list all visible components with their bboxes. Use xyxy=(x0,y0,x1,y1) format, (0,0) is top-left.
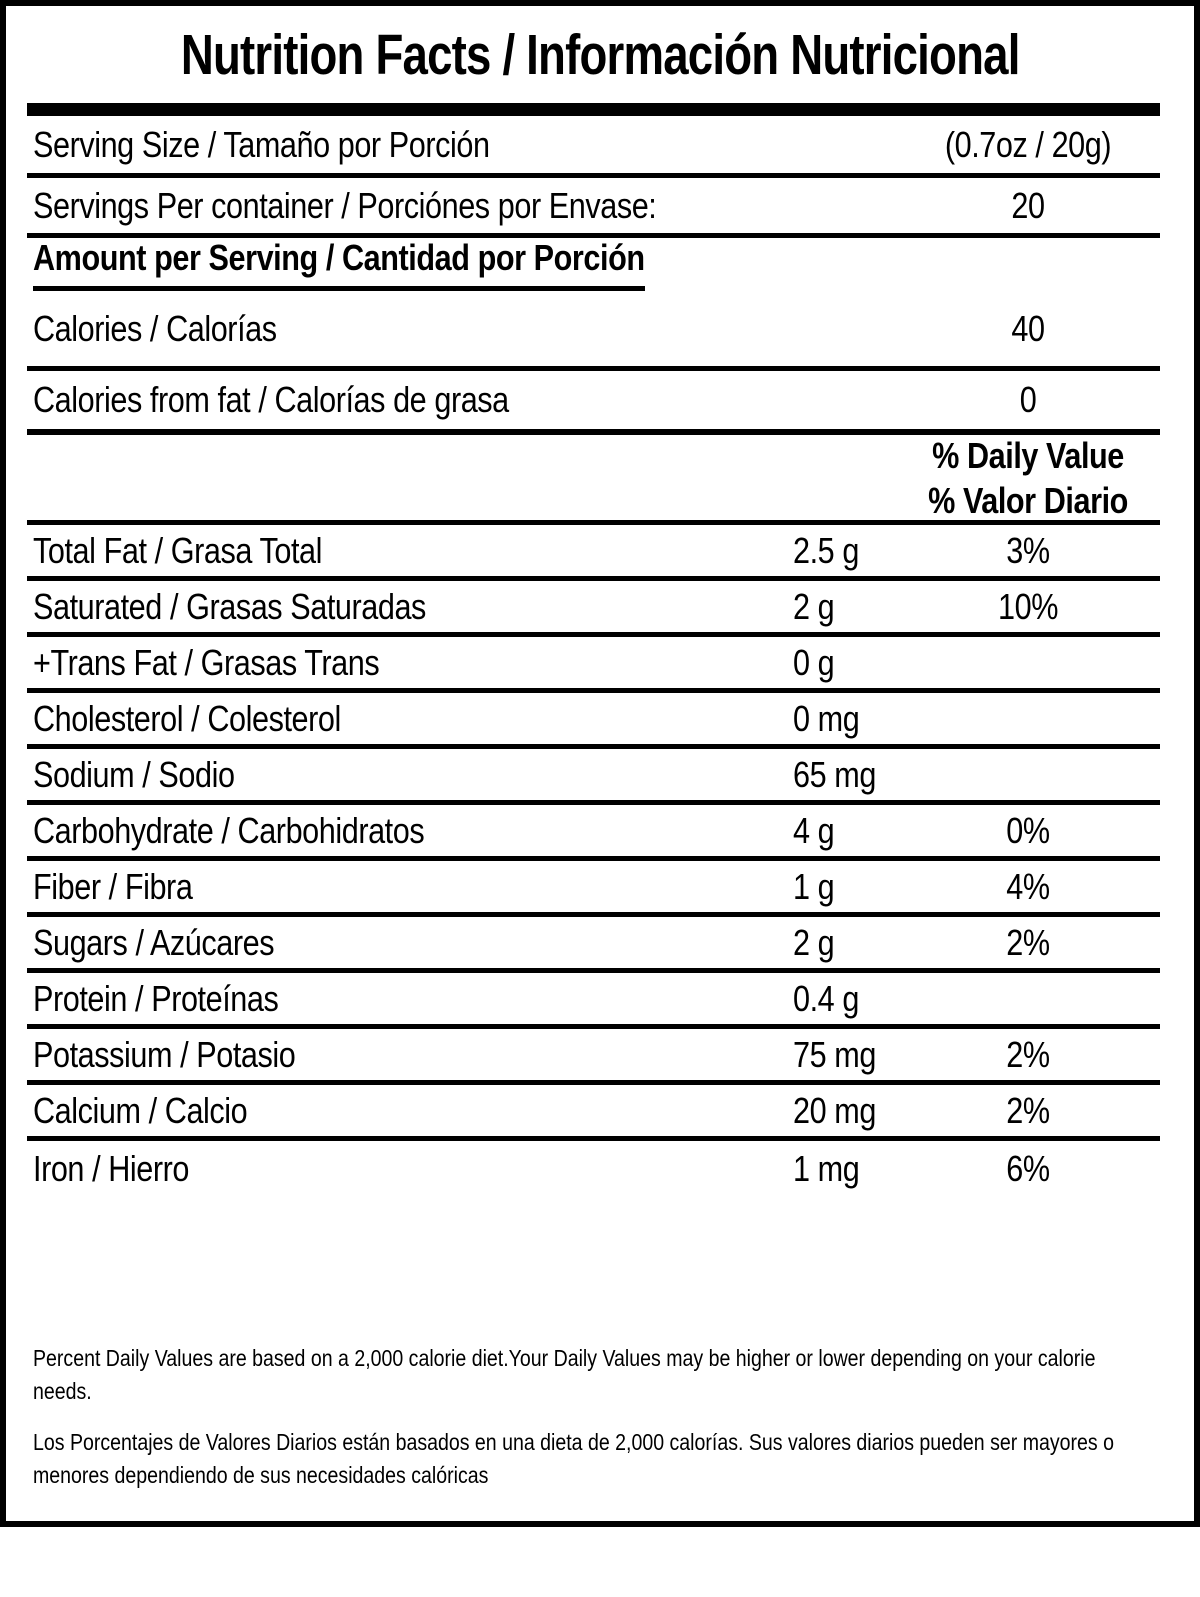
nutrient-label: +Trans Fat / Grasas Trans xyxy=(33,641,380,683)
nutrient-label: Sodium / Sodio xyxy=(33,753,235,795)
nutrient-amount: 65 mg xyxy=(793,753,876,795)
serving-size-row xyxy=(27,116,1160,178)
calories-from-fat-row xyxy=(27,371,1160,435)
daily-value-header-es: % Valor Diario xyxy=(928,479,1128,521)
nutrient-row-cholesterol xyxy=(27,693,1160,749)
footnote-english: Percent Daily Values are based on a 2,000 calorie diet.Your Daily Values may be higher or lower depending on your calorie needs. xyxy=(33,1345,1096,1404)
label-header xyxy=(6,6,1194,103)
nutrient-amount: 2 g xyxy=(793,921,835,963)
nutrient-daily-value: 10% xyxy=(998,585,1058,627)
nutrient-label: Saturated / Grasas Saturadas xyxy=(33,585,426,627)
amount-per-serving-header: Amount per Serving / Cantidad por Porción xyxy=(33,237,645,291)
nutrient-label: Carbohydrate / Carbohidratos xyxy=(33,809,425,851)
nutrient-row-protein xyxy=(27,973,1160,1029)
nutrient-row-sugars xyxy=(27,917,1160,973)
nutrient-amount: 0 mg xyxy=(793,697,860,739)
nutrient-daily-value: 2% xyxy=(1006,1033,1050,1075)
nutrient-daily-value: 2% xyxy=(1006,1089,1050,1131)
nutrient-amount: 20 mg xyxy=(793,1089,876,1131)
nutrient-amount: 4 g xyxy=(793,809,835,851)
nutrient-amount: 2.5 g xyxy=(793,529,859,571)
nutrient-label: Total Fat / Grasa Total xyxy=(33,529,322,571)
nutrient-row-iron xyxy=(27,1141,1160,1197)
nutrient-row-saturated-fat xyxy=(27,581,1160,637)
nutrient-amount: 1 mg xyxy=(793,1148,860,1189)
calories-row xyxy=(27,291,1160,371)
nutrient-daily-value: 2% xyxy=(1006,921,1050,963)
nutrient-label: Iron / Hierro xyxy=(33,1148,190,1189)
daily-value-header xyxy=(916,433,1140,523)
nutrient-row-carbohydrate xyxy=(27,805,1160,861)
servings-per-container-label: Servings Per container / Porciónes por Envase: xyxy=(33,184,657,226)
nutrient-row-total-fat xyxy=(27,525,1160,581)
nutrient-daily-value: 3% xyxy=(1006,529,1050,571)
nutrient-label: Sugars / Azúcares xyxy=(33,921,275,963)
nutrient-amount: 0.4 g xyxy=(793,977,859,1019)
nutrient-row-sodium xyxy=(27,749,1160,805)
servings-per-container-value: 20 xyxy=(1011,184,1045,226)
nutrient-label: Calcium / Calcio xyxy=(33,1089,248,1131)
nutrient-label: Fiber / Fibra xyxy=(33,865,193,907)
nutrient-row-trans-fat xyxy=(27,637,1160,693)
nutrient-row-fiber xyxy=(27,861,1160,917)
nutrient-label: Cholesterol / Colesterol xyxy=(33,697,341,739)
title-divider-bar xyxy=(27,103,1160,116)
nutrient-amount: 1 g xyxy=(793,865,835,907)
calories-value: 40 xyxy=(1011,307,1045,349)
nutrient-daily-value: 6% xyxy=(1006,1148,1050,1189)
nutrient-amount: 0 g xyxy=(793,641,835,683)
nutrient-amount: 2 g xyxy=(793,585,835,627)
footnote-spanish: Los Porcentajes de Valores Diarios están basados en una dieta de 2,000 calorías. Sus valores diarios pueden ser mayores o menores dependiendo de sus necesidades calóricas xyxy=(33,1429,1114,1488)
calories-from-fat-value: 0 xyxy=(1019,379,1037,420)
daily-value-header-en: % Daily Value xyxy=(932,434,1124,476)
nutrient-daily-value: 4% xyxy=(1006,865,1050,907)
calories-from-fat-label: Calories from fat / Calorías de grasa xyxy=(33,379,509,420)
calories-label: Calories / Calorías xyxy=(33,307,277,349)
nutrient-row-potassium xyxy=(27,1029,1160,1085)
serving-size-value: (0.7oz / 20g) xyxy=(944,123,1112,165)
nutrient-amount: 75 mg xyxy=(793,1033,876,1075)
label-title: Nutrition Facts / Información Nutricional xyxy=(180,22,1020,87)
nutrient-row-calcium xyxy=(27,1085,1160,1141)
nutrient-label: Potassium / Potasio xyxy=(33,1033,296,1075)
daily-value-header-row xyxy=(27,435,1160,525)
nutrient-daily-value: 0% xyxy=(1006,809,1050,851)
serving-size-label: Serving Size / Tamaño por Porción xyxy=(33,123,490,165)
nutrient-label: Protein / Proteínas xyxy=(33,977,279,1019)
amount-per-serving-row xyxy=(27,238,1160,291)
servings-per-container-row xyxy=(27,178,1160,238)
